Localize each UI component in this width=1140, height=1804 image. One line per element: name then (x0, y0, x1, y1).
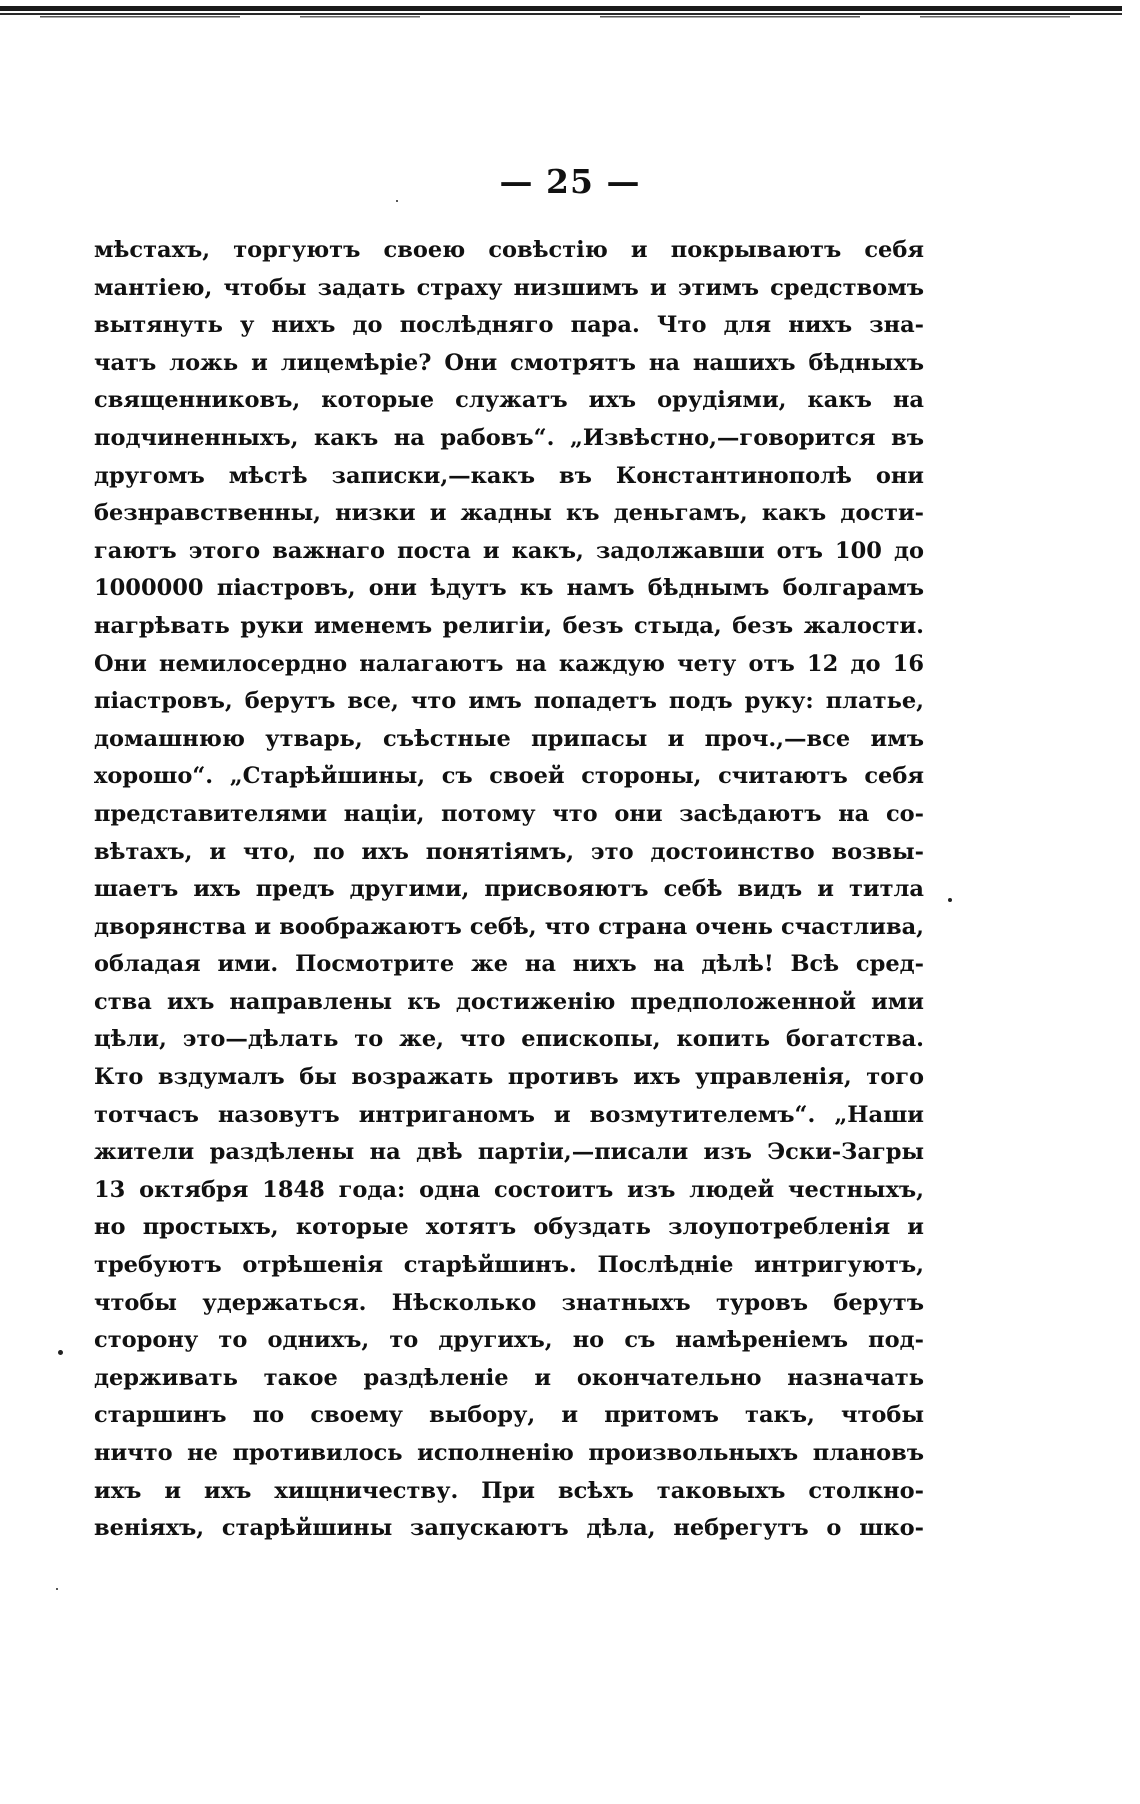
text-line: обладая ими. Посмотрите же на нихъ на дѣлѣ! Всѣ сред- (94, 951, 924, 978)
text-line: старшинъ по своему выбору, и притомъ такъ, чтобы (94, 1402, 924, 1429)
text-line: вытянуть у нихъ до послѣдняго пара. Что для нихъ зна- (94, 312, 924, 339)
text-line: чатъ ложь и лицемѣріе? Они смотрятъ на нашихъ бѣдныхъ (94, 349, 924, 376)
text-line: подчиненныхъ, какъ на рабовъ“. „Извѣстно,—говорится въ (94, 424, 924, 451)
text-line: сторону то однихъ, то другихъ, но съ намѣреніемъ под- (94, 1327, 924, 1354)
text-line: ства ихъ направлены къ достиженію предположенной ими (94, 988, 924, 1015)
text-line: цѣли, это—дѣлать то же, что епископы, копить богатства. (94, 1026, 924, 1053)
text-line: представителями націи, потому что они засѣдаютъ на со- (94, 800, 924, 827)
text-line: мѣстахъ, торгуютъ своею совѣстію и покрываютъ себя (94, 237, 924, 263)
text-line: нагрѣвать руки именемъ религіи, безъ стыда, безъ жалости. (94, 612, 924, 639)
text-line: тотчасъ назовутъ интриганомъ и возмутителемъ“. „Наши (94, 1101, 924, 1128)
text-line: хорошо“. „Старѣйшины, съ своей стороны, считаютъ себя (94, 763, 924, 790)
text-line: домашнюю утварь, съѣстные припасы и проч.,—все имъ (94, 725, 924, 752)
text-line: безнравственны, низки и жадны къ деньгамъ, какъ дости- (94, 500, 924, 527)
text-line: піастровъ, берутъ все, что имъ попадетъ подъ руку: платье, (94, 688, 924, 715)
text-line: 1000000 піастровъ, они ѣдутъ къ намъ бѣднымъ болгарамъ (94, 575, 924, 602)
text-line: держивать такое раздѣленіе и окончательно назначать (94, 1364, 924, 1391)
text-line: веніяхъ, старѣйшины запускаютъ дѣла, небрегутъ о шко- (94, 1515, 924, 1542)
top-border-rule (0, 4, 1122, 24)
text-line: другомъ мѣстѣ записки,—какъ въ Константинополѣ они (94, 462, 924, 489)
text-line: ихъ и ихъ хищничеству. При всѣхъ таковыхъ столкно- (94, 1477, 924, 1504)
text-line: но простыхъ, которые хотятъ обуздать злоупотребленія и (94, 1214, 924, 1241)
page-number: — 25 — (499, 162, 641, 201)
text-line: священниковъ, которые служатъ ихъ орудіями, какъ на (94, 387, 924, 414)
text-line: 13 октября 1848 года: одна состоитъ изъ людей честныхъ, (94, 1176, 924, 1203)
print-speck (58, 1350, 63, 1355)
text-line: требуютъ отрѣшенія старѣйшинъ. Послѣдніе интригуютъ, (94, 1252, 924, 1279)
text-line: мантіею, чтобы задать страху низшимъ и этимъ средствомъ (94, 274, 924, 301)
print-speck (948, 898, 952, 902)
text-line: Они немилосердно налагаютъ на каждую чету отъ 12 до 16 (94, 650, 924, 677)
body-text (94, 232, 924, 1548)
text-line: шаетъ ихъ предъ другими, присвояютъ себѣ видъ и титла (94, 876, 924, 903)
text-line: чтобы удержаться. Нѣсколько знатныхъ туровъ берутъ (94, 1289, 924, 1316)
print-speck (396, 200, 398, 202)
print-speck (56, 1588, 58, 1590)
text-line: ничто не противилось исполненію произвольныхъ плановъ (94, 1440, 924, 1466)
text-line: вѣтахъ, и что, по ихъ понятіямъ, это достоинство возвы- (94, 838, 924, 865)
text-line: гаютъ этого важнаго поста и какъ, задолжавши отъ 100 до (94, 537, 924, 564)
text-line: дворянства и воображаютъ себѣ, что страна очень счастлива, (94, 913, 924, 940)
text-line: жители раздѣлены на двѣ партіи,—писали изъ Эски-Загры (94, 1139, 924, 1166)
text-line: Кто вздумалъ бы возражать противъ ихъ управленія, того (94, 1064, 924, 1091)
